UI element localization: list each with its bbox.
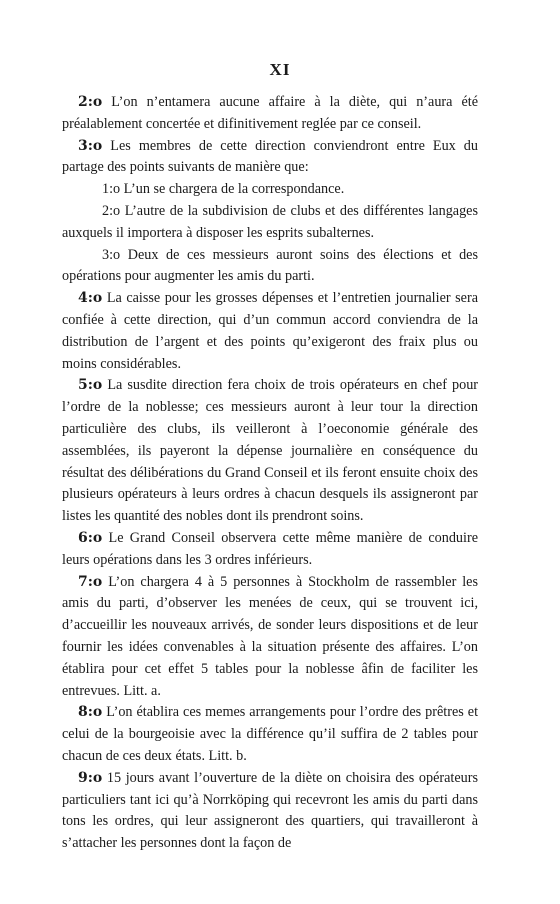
subitem-1: 1:o L’un se chargera de la correspondance. [102, 181, 345, 198]
paragraph-number: 6:o [78, 529, 103, 546]
paragraph-text: 15 jours avant l’ouverture de la diète on choisira des opérateurs particuliers tant ici qu’à Norrköping qui recevront les amis du parti dans tons les ordres, qui leur assigneront des quartiers, qui travailleront à s’attacher les personnes dont la façon de [62, 769, 479, 852]
paragraph-number: 7:o [78, 573, 103, 590]
subitem-2: 2:o L’autre de la subdivision de clubs et des différentes langages auxquels il importera à disposer les esprits subalternes. [62, 202, 478, 241]
paragraph-number: 9:o [78, 769, 103, 786]
paragraph-5 [62, 375, 478, 528]
subitem-3: 3:o Deux de ces messieurs auront soins des élections et des opérations pour augmenter les amis du parti. [62, 246, 478, 285]
paragraph-text: L’on établira ces memes arrangements pour l’ordre des prêtres et celui de la bourgeoisie avec la différence qu’il suffira de 2 tables pour chacun de ces deux états. Litt. b. [62, 704, 479, 764]
paragraph-text: L’on chargera 4 à 5 personnes à Stockholm de rassembler les amis du parti, d’observer les menées de ceux, qui se trouvent ici, d’accueillir les nouveaux arrivés, de sonder leurs dispositions et de leur fournir les idées convenables à la situation présente des affaires. L’on établira pour cet effet 5 tables pour la noblesse âfin de faciliter les entrevues. Litt. a. [62, 573, 478, 699]
paragraph-4 [62, 288, 478, 375]
paragraph-number: 5:o [78, 377, 103, 394]
paragraph-text: La caisse pour les grosses dépenses et l’entretien journalier sera confiée à cette direction, qui d’un commun accord conviendra de la distribution de l’argent et des points qu’exigeront des fraix plus ou moins considérables. [62, 290, 478, 372]
body-text [62, 92, 478, 855]
paragraph-6 [62, 528, 478, 572]
paragraph-text: Les membres de cette direction conviendront entre Eux du partage des points suivants de manière que: [62, 137, 478, 176]
paragraph-2 [62, 92, 478, 136]
paragraph-number: 8:o [78, 704, 103, 721]
paragraph-text: La susdite direction fera choix de trois opérateurs en chef pour l’ordre de la noblesse; ces messieurs auront à leur tour la direction particulière des clubs, ils veilleront à l’oeconomie générale des assemblées, ils payeront la dépense journalière en conséquence du résultat des délibérations du Grand Conseil et ils feront ensuite choix des plusieurs opérateurs à leurs ordres à chacun desquels ils assigneront par listes les quantité des nobles dont ils prendront soins. [62, 377, 479, 525]
paragraph-7 [62, 572, 478, 703]
paragraph-3 [62, 136, 478, 180]
paragraph-9 [62, 768, 478, 855]
page-number: XI [269, 60, 291, 79]
paragraph-number: 3:o [78, 137, 103, 154]
paragraph-text: Le Grand Conseil observera cette même manière de conduire leurs opérations dans les 3 ordres inférieurs. [62, 529, 478, 568]
paragraph-text: L’on n’entamera aucune affaire à la diète, qui n’aura été préalablement concertée et difinitivement reglée par ce conseil. [62, 94, 478, 132]
paragraph-number: 2:o [78, 94, 103, 110]
paragraph-number: 4:o [78, 290, 103, 307]
paragraph-8 [62, 702, 478, 767]
